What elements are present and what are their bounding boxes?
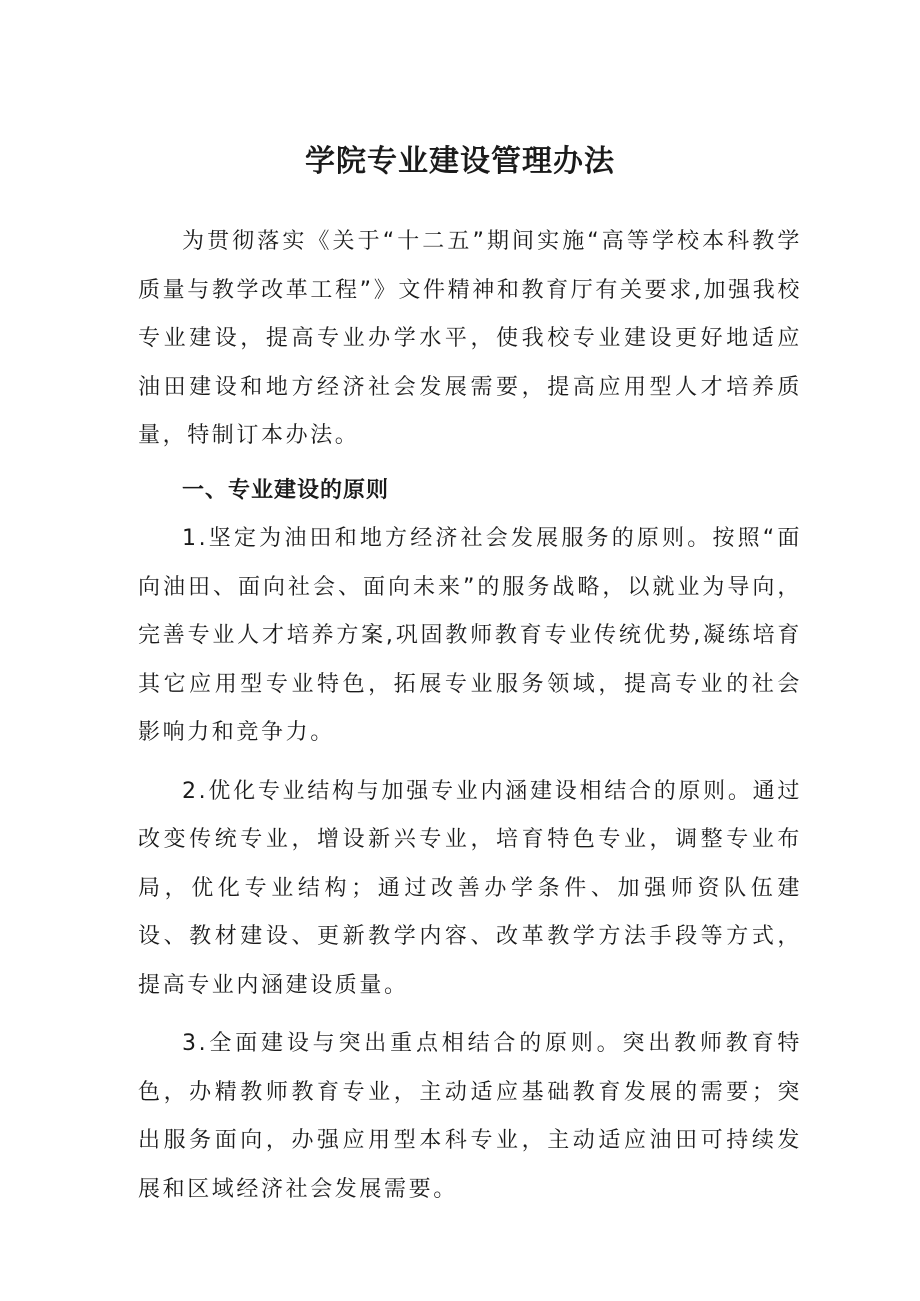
document-title: 学院专业建设管理办法 [305, 144, 615, 179]
principle-paragraph-2: 2.优化专业结构与加强专业内涵建设相结合的原则。通过改变传统专业，增设新兴专业，培育特色专业，调整专业布局，优化专业结构；通过改善办学条件、加强师资队伍建设、教材建设、更新教学内容、改革教学方法手段等方式，提高专业内涵建设质量。 [138, 778, 802, 998]
principle-paragraph-1: 1.坚定为油田和地方经济社会发展服务的原则。按照“面向油田、面向社会、面向未来”的服务战略，以就业为导向，完善专业人才培养方案,巩固教师教育专业传统优势,凝练培育其它应用型专业特色，拓展专业服务领域，提高专业的社会影响力和竞争力。 [138, 526, 802, 745]
document-body [138, 218, 802, 1214]
principle-paragraph-3: 3.全面建设与突出重点相结合的原则。突出教师教育特色，办精教师教育专业，主动适应基础教育发展的需要；突出服务面向，办强应用型本科专业，主动适应油田可持续发展和区域经济社会发展需要。 [138, 1031, 802, 1202]
section-heading-principles: 一、专业建设的原则 [182, 477, 390, 503]
intro-paragraph: 为贯彻落实《关于“十二五”期间实施“高等学校本科教学质量与教学改革工程”》文件精神和教育厅有关要求,加强我校专业建设，提高专业办学水平，使我校专业建设更好地适应油田建设和地方经济社会发展需要，提高应用型人才培养质量，特制订本办法。 [138, 229, 802, 448]
